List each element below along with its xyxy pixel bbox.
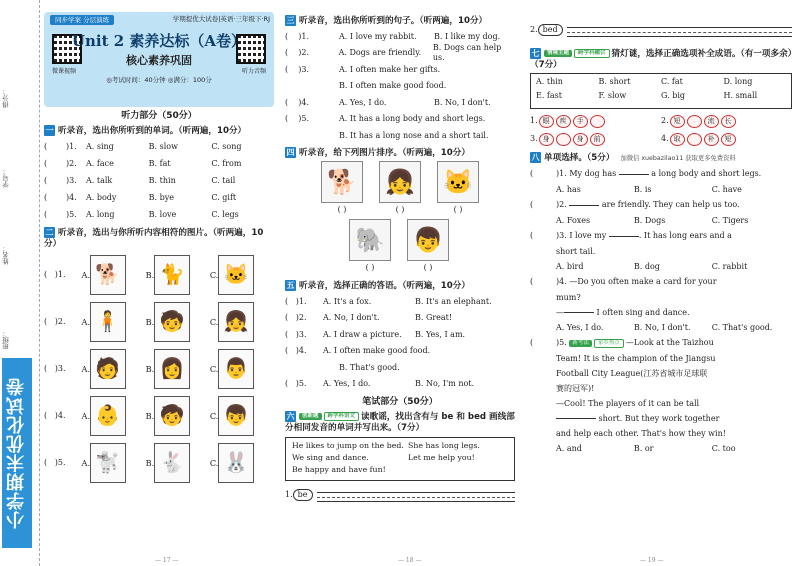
order-picture: 👦 ( ): [403, 219, 453, 273]
section-5-title: 五 听录音，选择正确的答语。（听两遍，10分）: [286, 280, 470, 291]
exam-header: [44, 12, 274, 107]
dog-picture: 🐕: [321, 161, 363, 203]
section-5-rows: [285, 294, 515, 393]
sentence-row: ( )1. A. I love my rabbit. B. I like my dog.: [285, 31, 501, 41]
picture-option: 🧒: [154, 302, 190, 342]
picture-option: 🐰: [218, 443, 254, 483]
section-4-title: 四 听录音，给下列图片排序。（听两遍，10分）: [286, 148, 470, 159]
picture-option: 👶: [90, 396, 126, 436]
picture-option: 🐈: [154, 255, 190, 295]
picture-option: 👦: [218, 396, 254, 436]
mc-options: A. Foxes B. Dogs C. Tigers: [556, 215, 749, 225]
section-4-pictures: [285, 161, 515, 277]
order-picture: 🐱 ( ): [433, 161, 483, 215]
picture-option: 🧒: [154, 396, 190, 436]
picture-option: 👧: [218, 302, 254, 342]
picture-option: 👩: [154, 349, 190, 389]
picture-question-row: ( )4. A. 👶 B. 🧒 C. 👦: [44, 392, 274, 439]
section-1-rows: [44, 139, 274, 224]
lantern-row: 2. 短 流 长: [661, 112, 792, 130]
section-3-title: 三 听录音，选出你所听到的句子。（听两遍，10分）: [286, 16, 488, 26]
series-tag: 同步学案 分层演练: [50, 15, 114, 25]
promo-text: 加微信 xuebazilao11 获取更多免费资料: [620, 155, 736, 163]
picture-option: 🐕: [90, 255, 126, 295]
mc-question: ( )1. My dog has a long body and short legs.: [530, 169, 762, 179]
cat-picture: 🐱: [437, 161, 479, 203]
section-6-title: 六 创新题 跨学科语文 读歌谣，找出含有与 be 和 bed 画线部分相同发音的单词并写出来。（7分）: [285, 411, 515, 433]
question-row: ( )5. A. long B. love C. legs: [44, 210, 239, 220]
multiple-choice: ( )1. My dog has a long body and short legs. A. has B. is C. have ( )2. are friendly. They can help us too. A. Foxes B. Dogs C. Tigers ( )3. I love my . It has long ears and a short tail. A. bird B. dog C. rabbit ( )4. —Do you often make a card for your mum? — I often sing and dance. A. Yes, I do. B. No, I don't. C. That's good. ( )5. 新考法 家乡热点 —Look at the Taizhou Team! It is the champion of the Jiangsu Football City League(江苏省城市足球联 赛的冠军)! —Cool! The players of it can be tall short. But they work together and help each other. That's how they win! A. and B. or C. too: [530, 166, 792, 456]
mc-question: ( )5. 新考法 家乡热点 —Look at the Taizhou: [530, 338, 714, 348]
section-7-title: 七 情境主题 跨学科融合 猜灯谜，选择正确选项补全成语。（有一项多余）（7分）: [530, 49, 792, 70]
sentence-row: ( )5. A. It has a long body and short legs.: [285, 114, 486, 124]
order-picture: 🐘 ( ): [345, 219, 395, 273]
section-3-rows: [285, 29, 515, 145]
boy-picture: 👦: [407, 219, 449, 261]
response-row: ( )3. A. I draw a picture. B. Yes, I am.: [285, 329, 466, 339]
question-row: ( )3. A. talk B. thin C. tail: [44, 176, 236, 186]
column-1: [44, 12, 274, 486]
response-row: ( )5. A. Yes, I do. B. No, I'm not.: [285, 379, 475, 389]
exam-title: Unit 2 素养达标（A卷）: [71, 32, 247, 50]
picture-option: 🐩: [90, 443, 126, 483]
lantern-row: 4. 取 补 短: [661, 130, 792, 148]
lantern-row: 1. 眼 疾 手: [530, 112, 661, 130]
sentence-row: ( )3. A. I often make her gifts.: [285, 64, 441, 74]
order-picture: 👧 ( ): [375, 161, 425, 215]
mc-options: A. Yes, I do. B. No, I don't. C. That's good.: [556, 322, 773, 332]
student-id-label: 学号：: [2, 168, 10, 188]
column-2: [285, 12, 515, 505]
sentence-row: B. It has a long nose and a short tail.: [339, 130, 489, 140]
picture-option: 🧍: [90, 302, 126, 342]
response-row: ( )2. A. No, I don't. B. Great!: [285, 313, 453, 323]
question-row: ( )4. A. body B. bye C. gift: [44, 193, 237, 203]
picture-question-row: ( )1. A. 🐕 B. 🐈 C. 🐱: [44, 251, 274, 298]
class-label: 班级：: [2, 330, 10, 350]
response-row: ( )1. A. It's a fox. B. It's an elephant.: [285, 296, 492, 306]
page-number: — 18 —: [398, 556, 422, 564]
question-row: ( )2. A. face B. fat C. from: [44, 159, 242, 169]
idiom-options: A. thin B. short C. fat D. long E. fast F. slow G. big H. small: [530, 73, 792, 109]
section-2-rows: [44, 251, 274, 486]
picture-question-row: ( )2. A. 🧍 B. 🧒 C. 👧: [44, 298, 274, 345]
name-label: 姓名：: [2, 245, 10, 265]
page-number: — 19 —: [640, 556, 664, 564]
qr-left-label: 微课视频: [52, 68, 77, 75]
lantern-riddles: [530, 112, 792, 148]
header-meta-top: 学期提优大试卷|英语·三年级下·RJ: [172, 15, 270, 23]
sentence-row: B. I often make good food.: [339, 81, 447, 91]
response-row: ( )4. A. I often make good food.: [285, 346, 431, 356]
page-number: — 17 —: [155, 556, 179, 564]
picture-option: 🐱: [218, 255, 254, 295]
listening-part-title: 听力部分（50分）: [121, 111, 197, 121]
writing-line-2[interactable]: 2. bed: [530, 20, 792, 40]
section-8-title: 八 单项选择。（5分） 加微信 xuebazilao11 获取更多免费资料: [531, 153, 736, 164]
picture-question-row: ( )5. A. 🐩 B. 🐇 C. 🐰: [44, 439, 274, 486]
writing-part-title: 笔试部分（50分）: [362, 396, 438, 407]
order-picture: 🐕 ( ): [317, 161, 367, 215]
sentence-row: ( )2. A. Dogs are friendly. B. Dogs can help us.: [285, 43, 502, 63]
mc-question: ( )3. I love my . It has long ears and a: [530, 231, 732, 241]
sentence-row: ( )4. A. Yes, I do. B. No, I don't.: [285, 97, 491, 107]
girl-picture: 👧: [379, 161, 421, 203]
mc-question: ( )4. —Do you often make a card for your: [530, 277, 717, 287]
picture-option: 🐇: [154, 443, 190, 483]
exam-meta: ◎考试时间：40分钟 ◎满分：100分: [106, 76, 212, 84]
lantern-row: 3. 身 身 前: [530, 130, 661, 148]
series-banner: 小学期末优化试卷: [2, 358, 32, 548]
mc-question: ( )2. are friendly. They can help us too.: [530, 200, 740, 210]
response-row: B. That's good.: [339, 362, 400, 372]
mc-options: A. and B. or C. too: [556, 443, 736, 453]
picture-option: 🧑: [90, 349, 126, 389]
mc-options: A. bird B. dog C. rabbit: [556, 261, 748, 271]
section-1-title: 一 听录音，选出你所听到的单词。（听两遍，10分）: [45, 126, 247, 137]
question-row: ( )1. A. sing B. slow C. song: [44, 142, 242, 152]
picture-option: 👨: [218, 349, 254, 389]
column-3: [530, 20, 792, 456]
chant-box: He likes to jump on the bed. She has long legs. We sing and dance. Let me help you! Be happy and have fun!: [285, 437, 515, 481]
section-2-title: 二 听录音，选出与你所听内容相符的图片。（听两遍，10分）: [44, 227, 264, 249]
mc-options: A. has B. is C. have: [556, 184, 742, 194]
exam-subtitle: 核心素养巩固: [126, 54, 192, 67]
qr-right-label: 听力音频: [241, 68, 266, 75]
score-label: 得分：: [2, 88, 10, 108]
writing-line-1[interactable]: 1. be: [285, 485, 515, 505]
elephant-picture: 🐘: [349, 219, 391, 261]
picture-question-row: ( )3. A. 🧑 B. 👩 C. 👨: [44, 345, 274, 392]
binding-strip: [0, 0, 40, 566]
